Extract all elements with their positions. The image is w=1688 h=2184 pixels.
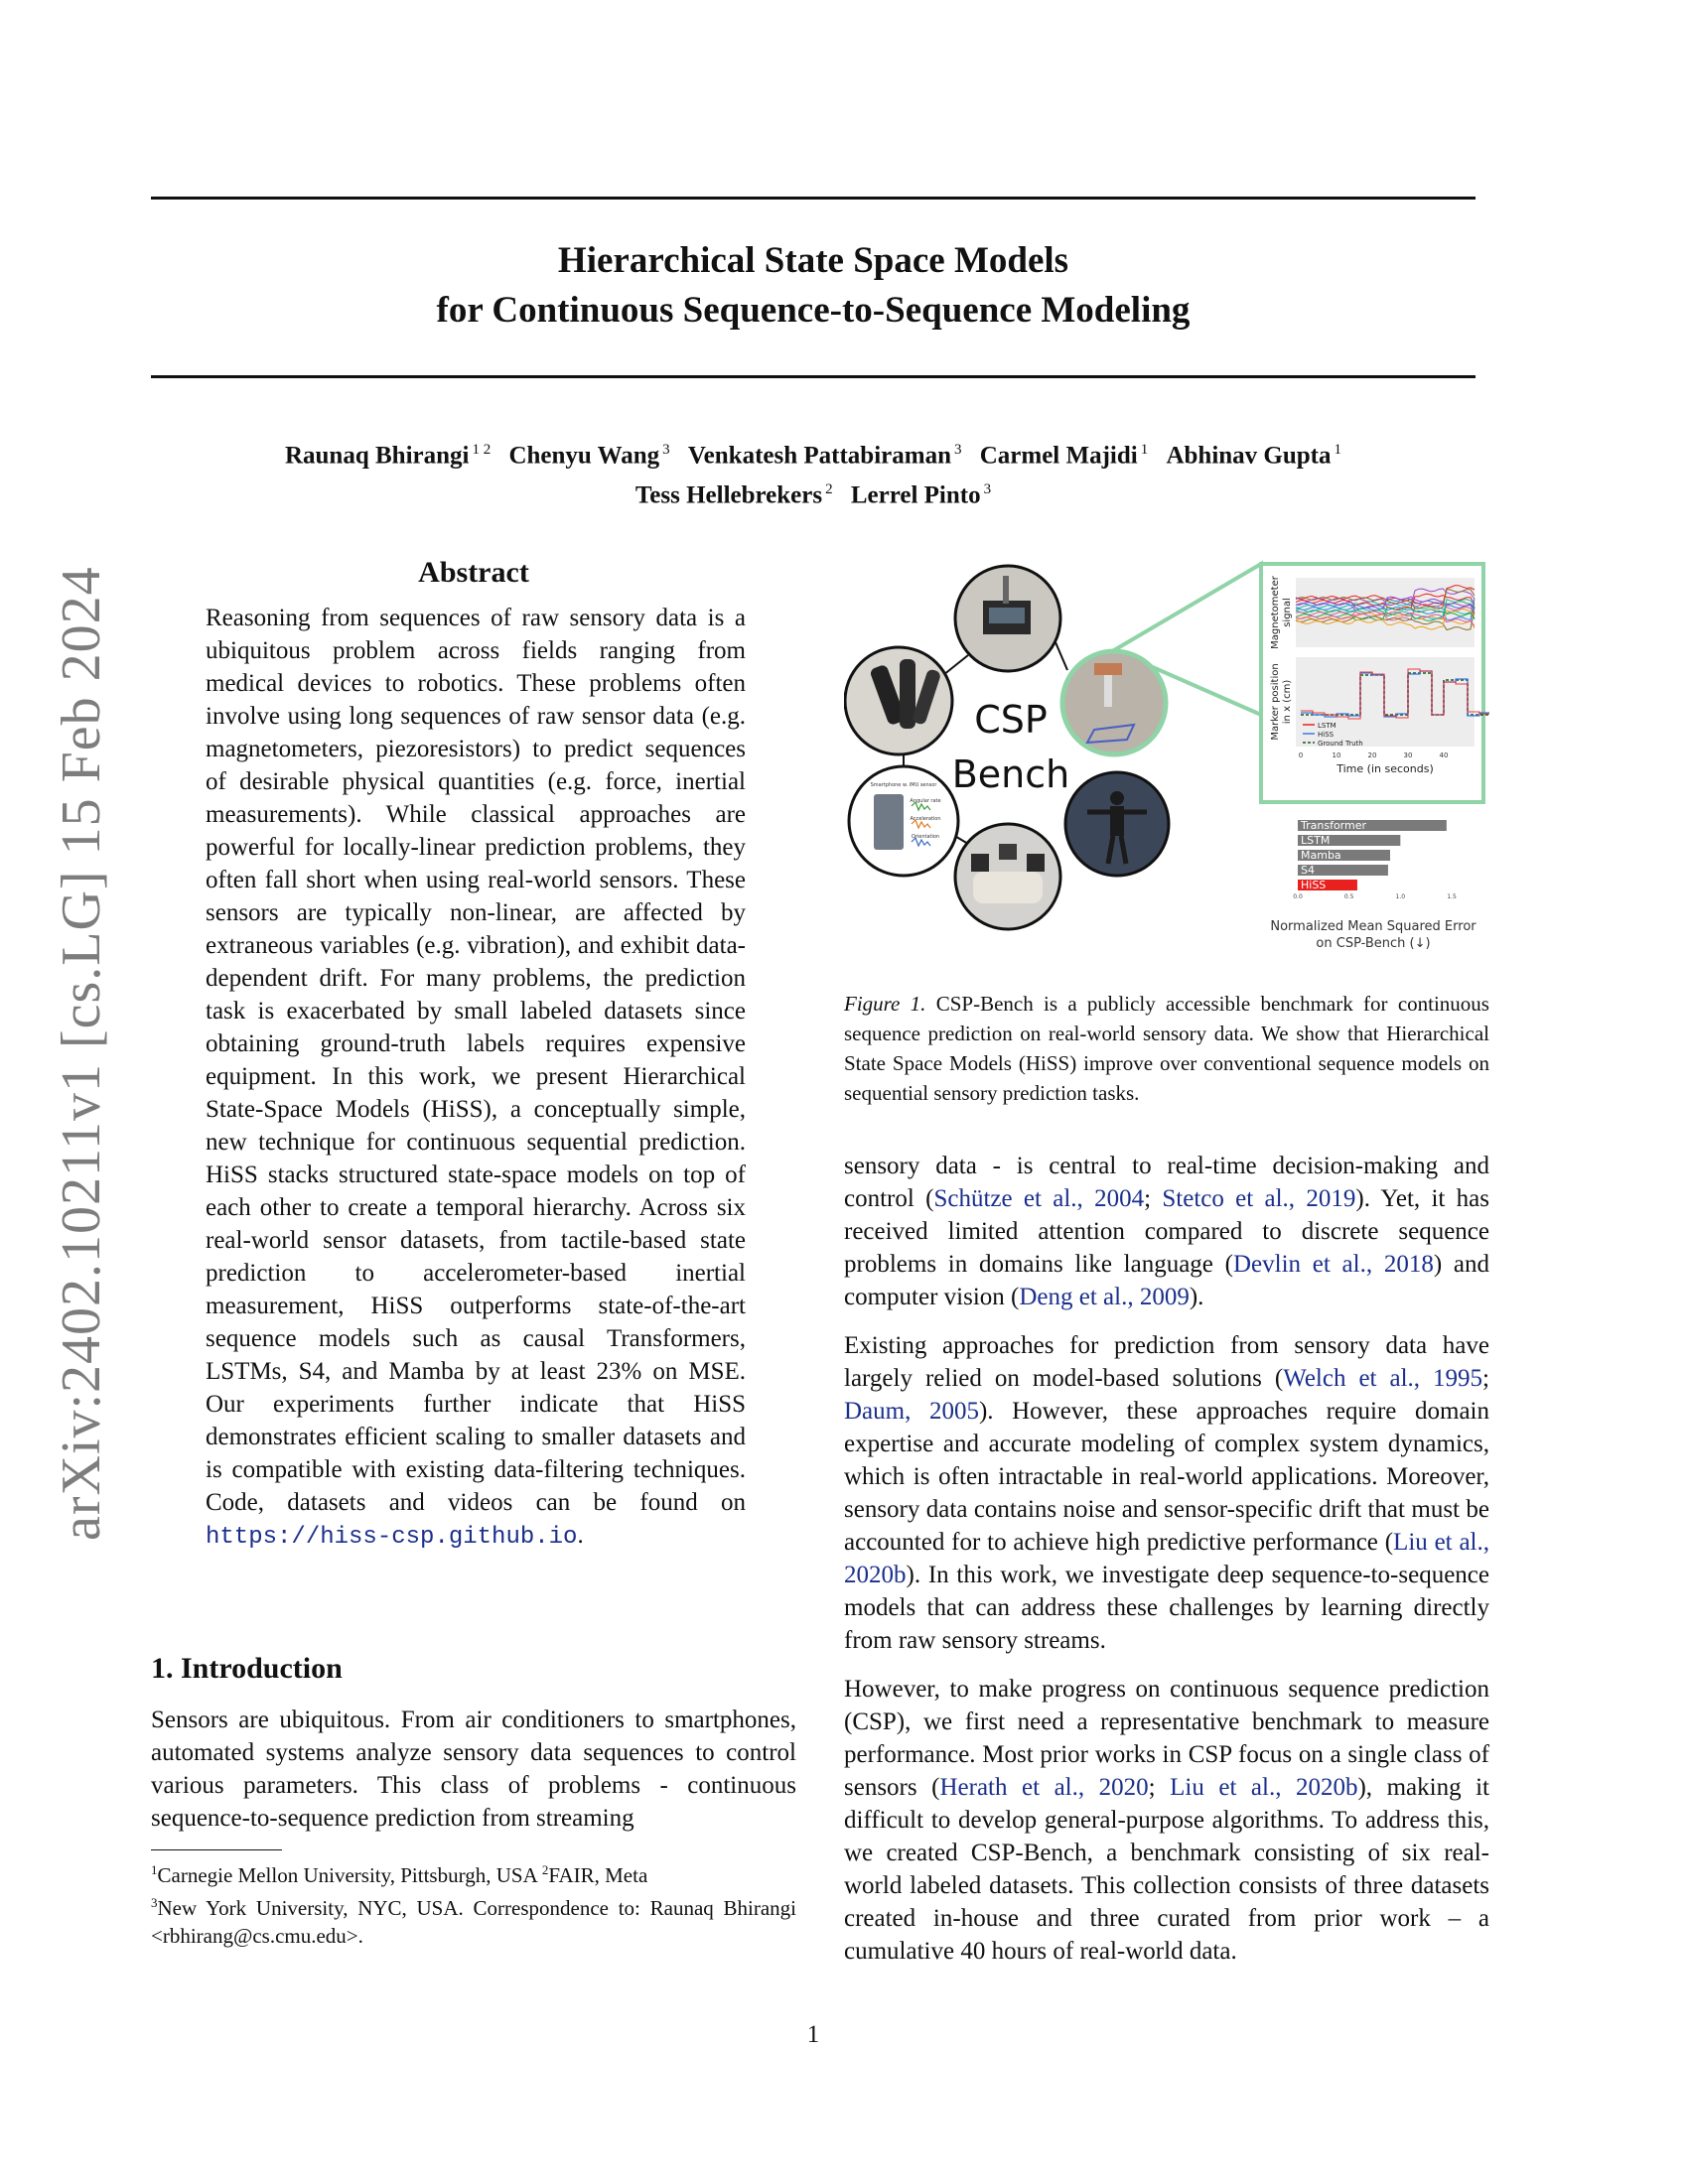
dataset-robot-hand-image bbox=[845, 647, 952, 754]
citation-link[interactable]: Liu et al., 2020b bbox=[844, 1529, 1489, 1588]
marker-ylabel: Marker position bbox=[1270, 663, 1281, 741]
legend-hiss: HiSS bbox=[1318, 731, 1335, 739]
bar-xlabel-1: Normalized Mean Squared Error bbox=[1270, 919, 1477, 934]
hub-label-bench: Bench bbox=[951, 752, 1070, 796]
bar-label: HiSS bbox=[1301, 879, 1327, 891]
bar-label: LSTM bbox=[1301, 834, 1331, 847]
bar-label: S4 bbox=[1301, 864, 1315, 877]
citation-link[interactable]: Liu et al., 2020b bbox=[1170, 1774, 1358, 1801]
author: Venkatesh Pattabiraman $^3$ bbox=[687, 442, 962, 470]
legend-ground-truth: Ground Truth bbox=[1318, 740, 1363, 748]
phone-item-label: Acceleration bbox=[910, 816, 941, 822]
figure-1-svg bbox=[844, 556, 1489, 973]
marker-ylabel-2: in x (cm) bbox=[1282, 679, 1293, 725]
bar-x-tick: 1.0 bbox=[1395, 893, 1406, 900]
magnetometer-plot bbox=[1270, 575, 1475, 649]
abstract-text: Reasoning from sequences of raw sensory data is a ubiquitous problem across fields ranging from medical devices to robotics. These problems often involve using long sequences of raw sensor data (e.g. magnetometers, piezoresistors) to predict sequences of desirable physical quantities (e.g. force, inertial measurements). While classical approaches are powerful for locally-linear prediction problems, they often fall short when using real-world sensors. These sensors are typically non-linear, are affected by extraneous variables (e.g. vibration), and exhibit data-dependent drift. For many problems, the prediction task is exacerbated by small labeled datasets since obtaining ground-truth labels requires expensive equipment. In this work, we present Hierarchical State-Space Models (HiSS), a conceptually simple, new technique for continuous sequential prediction. HiSS stacks structured state-space models on top of each other to create a temporal hierarchy. Across six real-world sensor datasets, from tactile-based state prediction to accelerometer-based inertial measurement, HiSS outperforms state-of-the-art sequence models such as causal Transformers, LSTMs, S4, and Mamba by at least 23% on MSE. Our experiments further indicate that HiSS demonstrates efficient scaling to smaller datasets and is compatible with existing data-filtering techniques. Code, datasets and videos can be found on bbox=[206, 605, 746, 1516]
paragraph-text: ; bbox=[1148, 1774, 1171, 1801]
paragraph-text: ). Yet, it has received limited attention compared to discrete sequence problems in domains like language ( bbox=[844, 1185, 1490, 1278]
paragraph-text: ; bbox=[1482, 1365, 1489, 1392]
author-row-1 bbox=[151, 433, 1476, 473]
author: Carmel Majidi $^1$ bbox=[979, 442, 1149, 470]
bar-series bbox=[1298, 819, 1447, 891]
citation-link[interactable]: Deng et al., 2009 bbox=[1019, 1284, 1190, 1310]
citation-link[interactable]: Devlin et al., 2018 bbox=[1232, 1251, 1434, 1278]
phone-item-label: Orientation bbox=[911, 834, 940, 840]
caption-label: Figure 1. bbox=[844, 992, 926, 1016]
paragraph bbox=[844, 1150, 1489, 1313]
author: Lerrel Pinto $^3$ bbox=[850, 481, 992, 509]
bar-label: Mamba bbox=[1301, 849, 1341, 862]
figure-1-caption bbox=[844, 989, 1489, 1108]
phone-item-label: Angular rate bbox=[910, 798, 941, 804]
paragraph-text: ) and computer vision ( bbox=[844, 1251, 1489, 1310]
bar-x-tick: 1.5 bbox=[1447, 893, 1457, 900]
right-column-body bbox=[844, 1150, 1489, 1983]
author-row-2 bbox=[151, 473, 1476, 512]
citation-link[interactable]: Schütze et al., 2004 bbox=[933, 1185, 1145, 1212]
citation-link[interactable]: Welch et al., 1995 bbox=[1283, 1365, 1483, 1392]
author-list bbox=[151, 433, 1476, 513]
phone-label: Smartphone w. IMU sensor bbox=[870, 782, 937, 788]
intro-text: Sensors are ubiquitous. From air conditioners to smartphones, automated systems analyze sensory data sequences to control various parameters. This class of problems - continuous sequence-to-sequence prediction from streaming bbox=[151, 1706, 796, 1832]
time-tick: 0 bbox=[1298, 751, 1304, 759]
affiliation-footnote: $^1$Carnegie Mellon University, Pittsburgh, USA $^2$FAIR, Meta $^3$New York University, NYC, USA. Correspondence to: Raunaq Bhirangi <rbhirang@cs.cmu.edu>. bbox=[151, 1862, 796, 1948]
caption-text: CSP-Bench is a publicly accessible benchmark for continuous sequence prediction on real-world sensory data. We show that Hierarchical State Space Models (HiSS) improve over conventional sequence models on sequential sensory prediction tasks. bbox=[844, 992, 1489, 1105]
citation-link[interactable]: Daum, 2005 bbox=[844, 1398, 979, 1425]
dataset-tactile-image bbox=[1062, 651, 1166, 754]
paragraph-text: Existing approaches for prediction from sensory data have largely relied on model-based solutions ( bbox=[844, 1332, 1489, 1392]
paragraph-text: ). In this work, we investigate deep sequence-to-sequence models that can address these challenges by learning directly from raw sensory streams. bbox=[844, 1562, 1489, 1654]
paragraph bbox=[844, 1329, 1489, 1657]
magnetometer-ylabel: Magnetometer bbox=[1270, 576, 1281, 649]
bar-xlabel-2: on CSP-Bench (↓) bbox=[1316, 936, 1431, 951]
figure-1 bbox=[844, 556, 1489, 973]
paper-title bbox=[151, 236, 1476, 336]
paragraph-text: sensory data - is central to real-time decision-making and control ( bbox=[844, 1153, 1489, 1212]
time-tick: 30 bbox=[1403, 751, 1413, 759]
citation-link[interactable]: Herath et al., 2020 bbox=[939, 1774, 1149, 1801]
author: Tess Hellebrekers $^2$ bbox=[634, 481, 833, 509]
dataset-motion-capture-image bbox=[1065, 772, 1169, 876]
author: Abhinav Gupta $^1$ bbox=[1166, 442, 1342, 470]
paragraph-text: ). However, these approaches require domain expertise and accurate modeling of complex system dynamics, which is often intractable in real-world applications. Moreover, sensory data contains noise and sensor-specific drift that must be accounted for to achieve high predictive performance ( bbox=[844, 1398, 1489, 1556]
dataset-sensor-rig-image bbox=[955, 566, 1060, 671]
time-axis-label: Time (in seconds) bbox=[1336, 762, 1434, 775]
paragraph bbox=[844, 1673, 1489, 1968]
legend-lstm: LSTM bbox=[1318, 722, 1336, 730]
author: Chenyu Wang $^3$ bbox=[508, 442, 670, 470]
nmse-bar-chart bbox=[1270, 819, 1477, 951]
paragraph-text: ), making it difficult to develop general-purpose algorithms. To address this, we created CSP-Bench, a benchmark consisting of six real-world labeled datasets. This collection consists of three datasets created in-house and three curated from prior work – a cumulative 40 hours of real-world data. bbox=[844, 1774, 1489, 1965]
time-tick: 10 bbox=[1332, 751, 1341, 759]
bar-x-ticks bbox=[1293, 893, 1457, 900]
title-top-rule bbox=[151, 197, 1476, 200]
dataset-smartphone-imu-image bbox=[849, 766, 958, 876]
title-line-2: for Continuous Sequence-to-Sequence Modeling bbox=[436, 290, 1191, 331]
arxiv-stamp: arXiv:2402.10211v1 [cs.LG] 15 Feb 2024 bbox=[51, 566, 112, 1541]
time-tick: 40 bbox=[1439, 751, 1449, 759]
bar-x-tick: 0.0 bbox=[1293, 893, 1303, 900]
dataset-quadruped-image bbox=[955, 824, 1060, 929]
paragraph-text: ). bbox=[1189, 1284, 1204, 1310]
hub-label-csp: CSP bbox=[974, 698, 1048, 742]
title-bottom-rule bbox=[151, 375, 1476, 378]
author: Raunaq Bhirangi $^{1 2}$ bbox=[284, 442, 492, 470]
time-tick: 20 bbox=[1367, 751, 1377, 759]
bar-label: Transformer bbox=[1301, 819, 1367, 832]
intro-heading: 1. Introduction bbox=[151, 1652, 343, 1685]
page-number: 1 bbox=[806, 2021, 820, 2048]
abstract-body bbox=[206, 602, 746, 1554]
footnote-rule bbox=[151, 1849, 282, 1850]
bar-x-tick: 0.5 bbox=[1343, 893, 1354, 900]
project-url-link[interactable]: https://hiss-csp.github.io bbox=[206, 1524, 578, 1551]
abstract-end: . bbox=[577, 1522, 584, 1549]
abstract-heading: Abstract bbox=[418, 556, 529, 589]
citation-link[interactable]: Stetco et al., 2019 bbox=[1162, 1185, 1356, 1212]
paragraph-text: However, to make progress on continuous sequence prediction (CSP), we first need a representative benchmark to measure performance. Most prior works in CSP focus on a single class of sensors ( bbox=[844, 1676, 1489, 1801]
paragraph-text: ; bbox=[1144, 1185, 1163, 1212]
magnetometer-ylabel-2: signal bbox=[1282, 598, 1293, 627]
title-line-1: Hierarchical State Space Models bbox=[557, 240, 1069, 281]
